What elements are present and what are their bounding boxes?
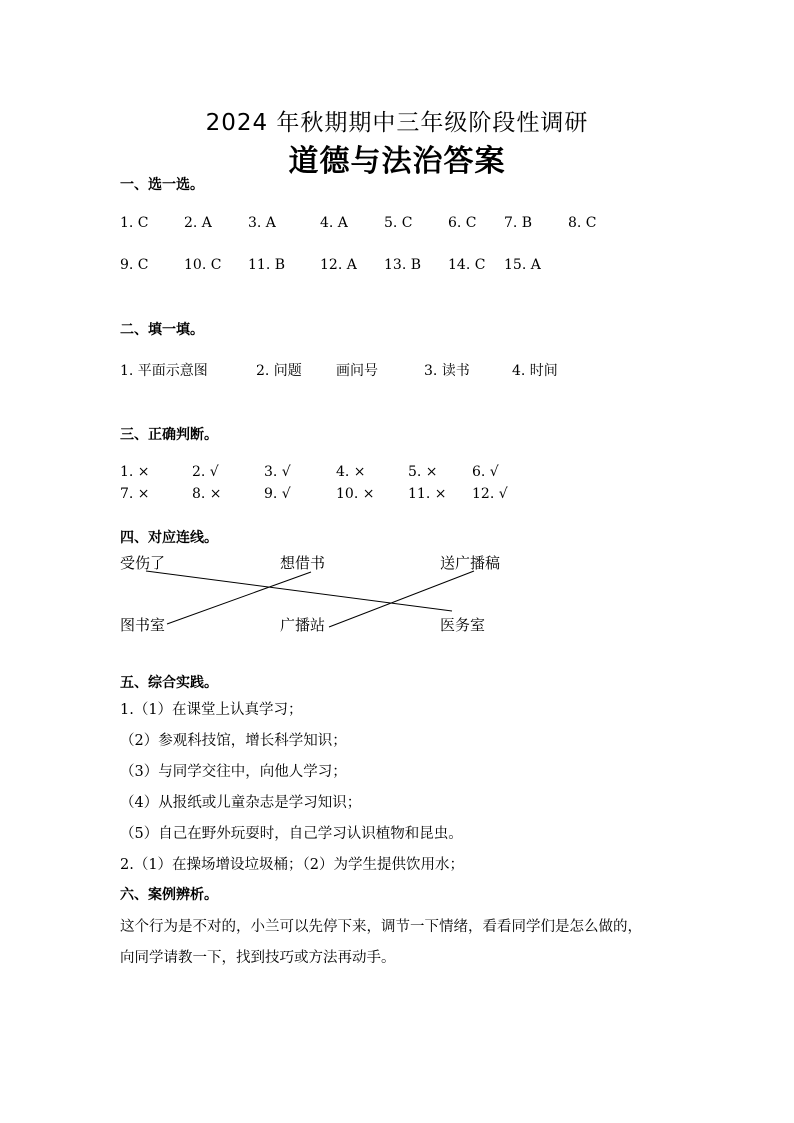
s1-answer: 7. B	[504, 215, 533, 231]
s1-answer: 11. B	[248, 257, 286, 273]
s2-answer: 1. 平面示意图	[120, 363, 208, 379]
s3-answer: 10. ×	[336, 486, 375, 502]
section-4-heading: 四、对应连线。	[120, 530, 218, 546]
document-title: 2024 年秋期期中三年级阶段性调研	[205, 110, 589, 136]
s3-answer: 1. ×	[120, 464, 150, 480]
s3-answer: 12. √	[472, 486, 508, 502]
section-3-heading: 三、正确判断。	[120, 427, 218, 443]
s3-answer: 5. ×	[408, 464, 438, 480]
s5-line: 1.（1）在课堂上认真学习；	[120, 702, 303, 718]
s5-line: （2）参观科技馆，增长科学知识；	[120, 733, 347, 749]
s1-answer: 10. C	[184, 257, 222, 273]
match-line-broadcast-station	[329, 571, 474, 627]
s3-answer: 9. √	[264, 486, 291, 502]
s6-line: 向同学请教一下，找到技巧或方法再动手。	[120, 950, 396, 966]
s1-answer: 5. C	[384, 215, 413, 231]
s1-answer: 14. C	[448, 257, 486, 273]
section-6-heading: 六、案例辨析。	[120, 887, 218, 903]
s1-answer: 3. A	[248, 215, 276, 231]
section-1-heading: 一、选一选。	[120, 177, 204, 193]
s1-answer: 9. C	[120, 257, 149, 273]
s5-line: （3）与同学交往中，向他人学习；	[120, 764, 347, 780]
s1-answer: 12. A	[320, 257, 357, 273]
s3-answer: 2. √	[192, 464, 219, 480]
s1-answer: 6. C	[448, 215, 477, 231]
s2-answer: 画问号	[336, 363, 378, 379]
s6-line: 这个行为是不对的，小兰可以先停下来，调节一下情绪，看看同学们是怎么做的，	[120, 919, 642, 935]
s3-answer: 6. √	[472, 464, 499, 480]
s3-answer: 8. ×	[192, 486, 222, 502]
s3-answer: 3. √	[264, 464, 291, 480]
s5-line: 2.（1）在操场增设垃圾桶；（2）为学生提供饮用水；	[120, 857, 465, 873]
match-line-borrow-library	[167, 572, 311, 624]
s1-answer: 13. B	[384, 257, 422, 273]
s5-line: （4）从报纸或儿童杂志是学习知识；	[120, 795, 362, 811]
section-5-heading: 五、综合实践。	[120, 675, 218, 691]
s1-answer: 1. C	[120, 215, 149, 231]
match-bottom-item: 广播站	[280, 616, 326, 634]
s1-answer: 2. A	[184, 215, 212, 231]
s2-answer: 3. 读书	[424, 363, 470, 379]
s3-answer: 4. ×	[336, 464, 366, 480]
s1-answer: 8. C	[568, 215, 597, 231]
s5-line: （5）自己在野外玩耍时，自己学习认识植物和昆虫。	[120, 826, 463, 842]
match-bottom-item: 医务室	[440, 616, 486, 634]
match-bottom-item: 图书室	[120, 616, 166, 634]
s2-answer: 4. 时间	[512, 363, 558, 379]
match-top-item: 受伤了	[120, 554, 166, 572]
s1-answer: 4. A	[320, 215, 348, 231]
document-subtitle: 道德与法治答案	[288, 144, 506, 179]
s3-answer: 11. ×	[408, 486, 447, 502]
s1-answer: 15. A	[504, 257, 541, 273]
s2-answer: 2. 问题	[256, 363, 302, 379]
match-top-item: 想借书	[280, 554, 326, 572]
match-line-injured-clinic	[146, 571, 452, 611]
match-top-item: 送广播稿	[440, 554, 501, 572]
section-2-heading: 二、填一填。	[120, 322, 204, 338]
s3-answer: 7. ×	[120, 486, 150, 502]
